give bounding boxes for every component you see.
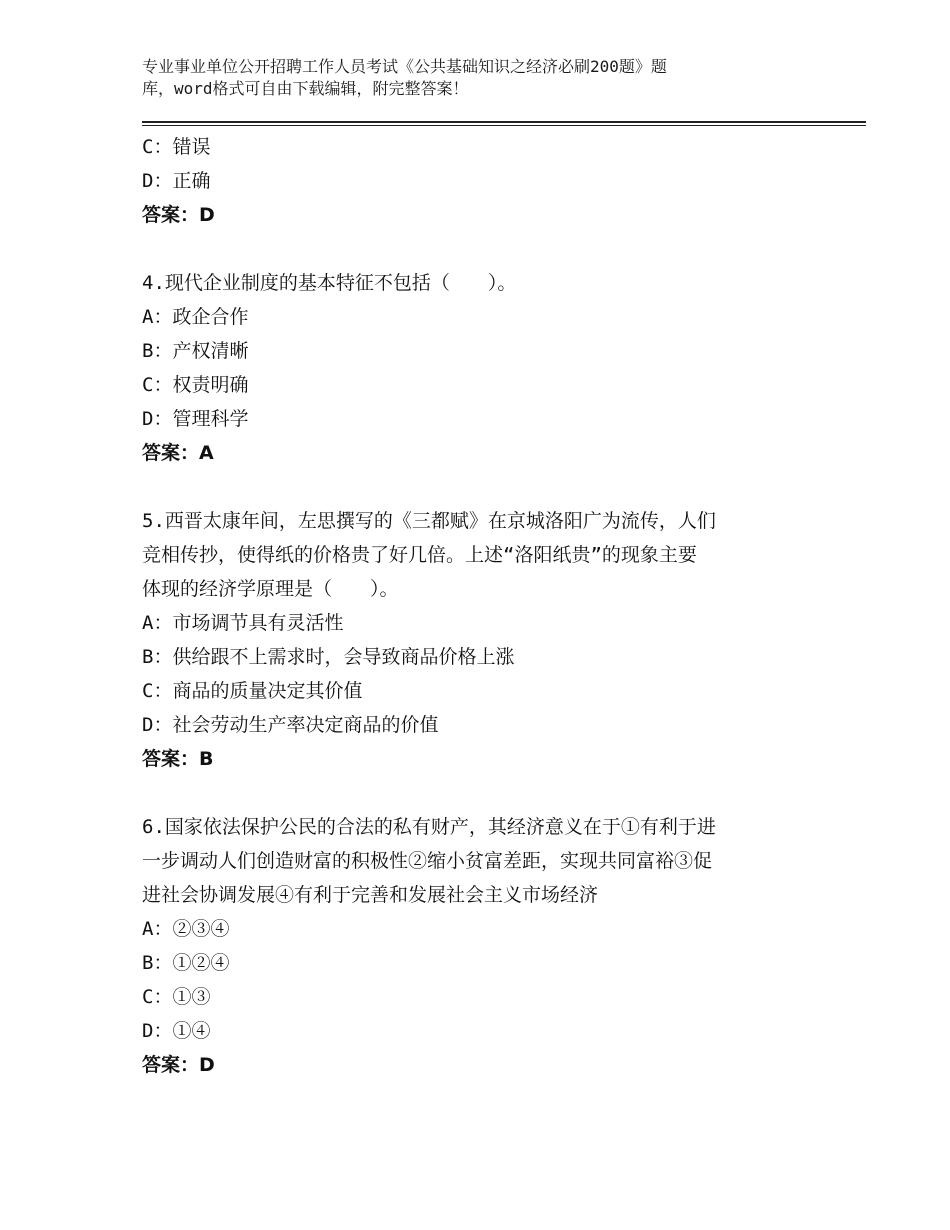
- option-a: A：政企合作: [142, 306, 249, 328]
- option-c: C：错误: [142, 136, 211, 158]
- answer-line: 答案：D: [142, 204, 215, 226]
- option-b: B：①②④: [142, 952, 230, 974]
- spacer: [142, 776, 822, 810]
- question-block-6: [142, 810, 822, 1082]
- question-block-5: [142, 504, 822, 776]
- question-stem-line: 一步调动人们创造财富的积极性②缩小贫富差距，实现共同富裕③促: [142, 850, 713, 872]
- question-stem: [142, 504, 822, 606]
- option-c: C：商品的质量决定其价值: [142, 680, 363, 702]
- page-header: [142, 56, 782, 100]
- spacer: [142, 470, 822, 504]
- option-c: C：权责明确: [142, 374, 249, 396]
- option-d: D：社会劳动生产率决定商品的价值: [142, 714, 439, 736]
- option-b: B：产权清晰: [142, 340, 249, 362]
- option-a: A：市场调节具有灵活性: [142, 612, 344, 634]
- question-stem-line: 竞相传抄，使得纸的价格贵了好几倍。上述“洛阳纸贵”的现象主要: [142, 544, 697, 566]
- answer-line: 答案：D: [142, 1054, 215, 1076]
- option-d: D：管理科学: [142, 408, 249, 430]
- question-stem-line: 6.国家依法保护公民的合法的私有财产，其经济意义在于①有利于进: [142, 816, 716, 838]
- spacer: [142, 232, 822, 266]
- question-stem-line: 进社会协调发展④有利于完善和发展社会主义市场经济: [142, 884, 599, 906]
- answer-line: 答案：B: [142, 748, 214, 770]
- question-list: [142, 130, 822, 1082]
- question-stem-line: 5.西晋太康年间，左思撰写的《三都赋》在京城洛阳广为流传，人们: [142, 510, 716, 532]
- question-stem-line: 体现的经济学原理是（ ）。: [142, 578, 399, 600]
- question-block-4: [142, 266, 822, 470]
- question-stem-line: 4.现代企业制度的基本特征不包括（ ）。: [142, 272, 517, 294]
- option-b: B：供给跟不上需求时，会导致商品价格上涨: [142, 646, 515, 668]
- header-line-2: 库，word格式可自由下载编辑，附完整答案！: [142, 79, 469, 98]
- header-line-1: 专业事业单位公开招聘工作人员考试《公共基础知识之经济必刷200题》题: [142, 57, 667, 76]
- option-c: C：①③: [142, 986, 211, 1008]
- question-block-3: [142, 130, 822, 232]
- answer-line: 答案：A: [142, 442, 214, 464]
- question-stem: [142, 810, 822, 912]
- header-rule-thin: [142, 125, 866, 126]
- question-stem: [142, 266, 822, 300]
- option-d: D：①④: [142, 1020, 211, 1042]
- header-rule-thick: [142, 121, 866, 123]
- option-d: D：正确: [142, 170, 211, 192]
- option-a: A：②③④: [142, 918, 230, 940]
